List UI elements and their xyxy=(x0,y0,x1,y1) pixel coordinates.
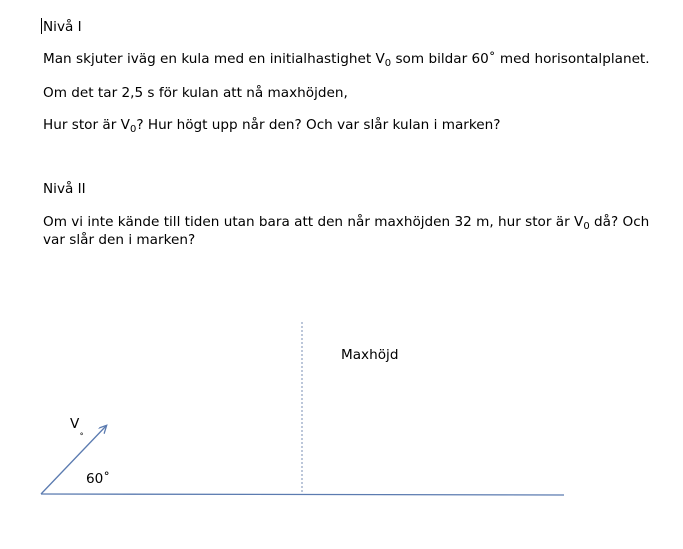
text-run: Man skjuter iväg en kula med en initialhastighet V xyxy=(43,51,385,67)
ground-line xyxy=(41,494,564,495)
text-run: då? Och var slår den i marken? xyxy=(43,214,650,248)
level-1-paragraph-2: Om det tar 2,5 s för kulan att nå maxhöjden, xyxy=(43,85,348,101)
velocity-symbol: V xyxy=(70,416,80,432)
subscript: 0 xyxy=(384,58,392,69)
velocity-subscript: ˳ xyxy=(79,426,84,436)
text-run: Hur stor är V xyxy=(43,117,130,133)
text-run: ? Hur högt upp når den? Och var slår kulan i marken? xyxy=(136,117,501,133)
text-run: som bildar 60˚ med horisontalplanet. xyxy=(391,51,650,67)
level-1-heading: Nivå I xyxy=(43,19,82,35)
max-height-label: Maxhöjd xyxy=(341,347,399,363)
level-2-heading: Nivå II xyxy=(43,181,86,197)
angle-label: 60˚ xyxy=(86,471,111,487)
text-run: Om vi inte kände till tiden utan bara att den når maxhöjden 32 m, hur stor är V xyxy=(43,214,584,230)
subscript: 0 xyxy=(129,124,137,135)
subscript: 0 xyxy=(583,221,590,232)
velocity-label xyxy=(70,416,84,436)
